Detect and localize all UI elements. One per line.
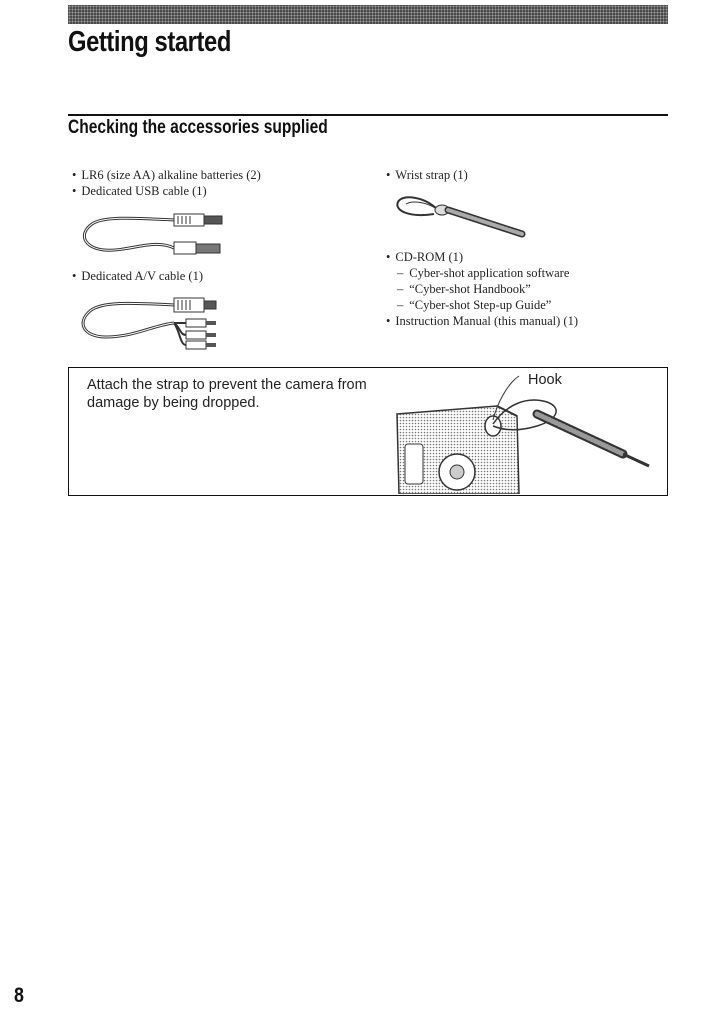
av-cable-icon [74, 293, 234, 355]
list-item-batteries: • LR6 (size AA) alkaline batteries (2) [72, 168, 261, 183]
note-text: Attach the strap to prevent the camera from damage by being dropped. [87, 377, 367, 411]
list-item-wrist-strap: • Wrist strap (1) [386, 168, 468, 183]
list-item-usb-cable: • Dedicated USB cable (1) [72, 184, 207, 199]
list-item-instruction-manual: • Instruction Manual (this manual) (1) [386, 314, 578, 329]
note-box [68, 367, 668, 496]
camera-strap-icon [387, 374, 657, 494]
list-item-av-cable: • Dedicated A/V cable (1) [72, 269, 203, 284]
list-item-cd-rom: • CD-ROM (1) [386, 250, 463, 265]
wrist-strap-icon [394, 192, 534, 242]
cd-rom-item-step-up-guide: – “Cyber-shot Step-up Guide” [397, 298, 551, 313]
page-title: Getting started [68, 26, 231, 58]
usb-cable-icon [74, 208, 234, 266]
section-heading: Checking the accessories supplied [68, 117, 328, 138]
page-number: 8 [14, 984, 24, 1007]
header-bar [68, 5, 668, 24]
hook-label: Hook [528, 372, 562, 388]
cd-rom-item-software: – Cyber-shot application software [397, 266, 569, 281]
section-rule [68, 114, 668, 116]
cd-rom-item-handbook: – “Cyber-shot Handbook” [397, 282, 531, 297]
